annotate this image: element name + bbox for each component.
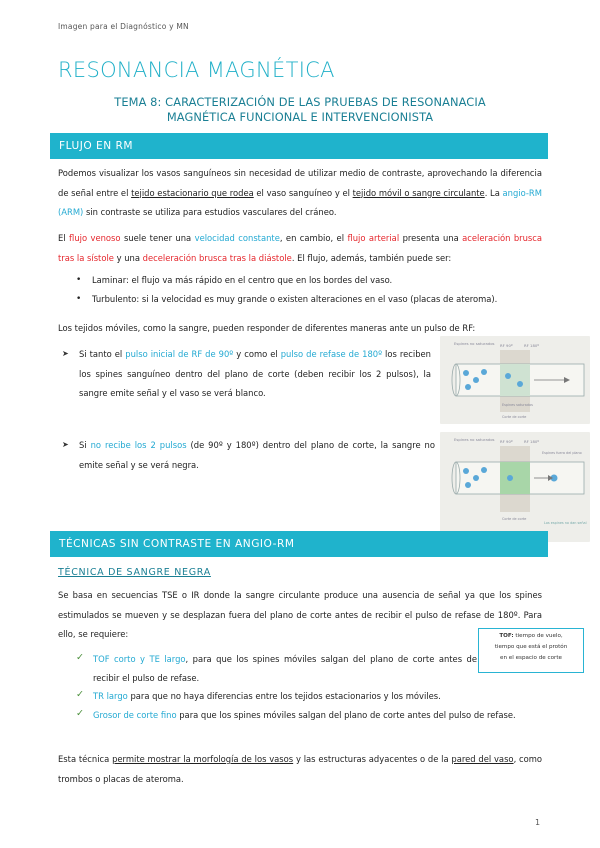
text: Si tanto el (79, 349, 126, 359)
highlighted-term: pulso inicial de RF de 90º (125, 349, 234, 359)
paragraph-rf-response: Los tejidos móviles, como la sangre, pueden responder de diferentes maneras ante un pulso de RF: (58, 323, 476, 333)
highlighted-term: TR largo (93, 691, 128, 701)
text: para que los spines móviles salgan del plano de corte antes del pulso de refase. (176, 710, 516, 720)
check-item (93, 706, 542, 725)
figure-label: RF 180º (524, 439, 540, 444)
figure-label: Espines no saturados (454, 437, 495, 442)
spin-dot (463, 370, 469, 376)
text: suele tener una (120, 233, 195, 243)
spin-dot (517, 381, 523, 387)
note-line: tiempo que está el protón (494, 644, 568, 650)
figure-label: Espines saturados (502, 403, 533, 407)
flow-diagram-svg (440, 432, 590, 542)
text: (de 90º y 180º) dentro del plano de corte, la sangre no emite señal y se verá negra. (79, 440, 435, 470)
text: los reciben los spines sanguíneo dentro del plano de corte (deben recibir los 2 pulsos), la sangre emite señal y el vaso se verá blanco. (79, 349, 431, 398)
spin-dot (473, 475, 479, 481)
list-item: Laminar: el flujo va más rápido en el centro que en los bordes del vaso. (92, 275, 393, 285)
flow-diagram-image-1 (440, 336, 590, 424)
red-term: aceleración brusca tras la sístole (58, 233, 543, 263)
highlighted-term: Grosor de corte fino (93, 710, 177, 720)
paragraph-morphology (58, 750, 542, 789)
figure-label: RF 180º (524, 343, 540, 348)
highlighted-term: no recibe los 2 pulsos (90, 440, 187, 450)
slice-in-vessel (500, 462, 530, 494)
spin-dot (507, 475, 513, 481)
spin-dot (465, 482, 471, 488)
text: Si (79, 440, 91, 450)
page-number: 1 (535, 818, 541, 827)
underlined-term: tejido estacionario que rodea (131, 187, 254, 198)
underlined-term: pared del vaso (451, 754, 514, 764)
check-item (93, 687, 548, 706)
red-term: flujo arterial (347, 233, 400, 243)
red-term: flujo venoso (69, 233, 121, 243)
spin-dot (505, 373, 511, 379)
figure-label: Corte de corte (502, 517, 527, 521)
text: Esta técnica (58, 754, 113, 764)
text: y una (113, 252, 143, 263)
document-header: Imagen para el Diagnóstico y MN (58, 22, 189, 31)
spin-dot (481, 467, 487, 473)
page-subtitle (58, 95, 542, 124)
subtitle-line-2: MAGNÉTICA FUNCIONAL E INTERVENCIONISTA (166, 109, 434, 124)
note-line: en el espacio de corte (500, 655, 562, 661)
text: , para que los spines móviles salgan del plano de corte antes de recibir el pulso de refase. (93, 654, 478, 683)
highlighted-term: TOF corto y TE largo (93, 654, 186, 664)
arrow-bullet-icon: ➤ (62, 440, 69, 449)
check-icon: ✓ (76, 652, 84, 663)
figure-label: Corte de corte (502, 415, 527, 419)
section-heading-flujo: FLUJO EN RM (50, 133, 548, 159)
figure-label: RF 90º (500, 343, 513, 348)
spin-dot (465, 384, 471, 390)
arrow-bullet-icon: ➤ (62, 349, 69, 358)
check-item (93, 650, 477, 687)
subtitle-line-1: TEMA 8: CARACTERIZACIÓN DE LAS PRUEBAS DE RESONANACIA (114, 95, 486, 109)
slice-in-vessel (500, 364, 530, 396)
bullet-icon: • (76, 294, 82, 304)
text: para que no haya diferencias entre los tejidos estacionarios y los móviles. (127, 691, 441, 701)
subheading-sangre-negra: TÉCNICA DE SANGRE NEGRA (58, 567, 211, 578)
list-item: Turbulento: si la velocidad es muy grande o existen alteraciones en el vaso (placas de ateroma). (92, 294, 498, 304)
paragraph-black-blood: Se basa en secuencias TSE o IR donde la sangre circulante produce una ausencia de señal ya que los spines estimulados se mueven y se desplazan fuera del plano de corte antes de recibir el pulso de refase de 180º. Para ello, se requiere: (58, 590, 542, 639)
figure-label: RF 90º (500, 439, 513, 444)
text: Podemos visualizar los vasos sanguíneos sin necesidad de utilizar medio de contraste, aprovechando la diferencia de señal entre el (58, 168, 542, 198)
figure-label: Espines no saturados (454, 341, 495, 346)
text: el vaso sanguíneo y el (253, 187, 353, 198)
underlined-term: permite mostrar la morfología de los vasos (112, 754, 294, 764)
spin-dot (481, 369, 487, 375)
spin-dot (463, 468, 469, 474)
bullet-icon: • (76, 275, 82, 285)
text: sin contraste se utiliza para estudios vasculares del cráneo. (83, 207, 337, 217)
figure-label: Espines fuera del plano (542, 451, 582, 455)
tof-note-box (478, 628, 584, 673)
note-text: tiempo de vuelo, (513, 633, 563, 639)
page-title: RESONANCIA MAGNÉTICA (58, 58, 335, 82)
arrow-item-signal (79, 345, 431, 404)
text: presenta una (399, 233, 463, 243)
paragraph-intro (58, 164, 542, 223)
text: y como el (233, 349, 281, 359)
text: El (58, 233, 70, 243)
note-term: TOF: (499, 633, 514, 639)
red-term: deceleración brusca tras la diástole (142, 252, 292, 263)
flow-diagram-image-2 (440, 432, 590, 542)
flow-diagram-svg (440, 336, 590, 424)
highlighted-term: pulso de refase de 180º (280, 349, 383, 359)
text: , como trombos o placas de ateroma. (58, 754, 543, 784)
arrow-item-no-signal (79, 436, 435, 475)
text: , en cambio, el (279, 233, 348, 243)
figure-label: Los espines no dan señal (544, 521, 587, 525)
note-line (479, 631, 583, 642)
spin-dot (473, 377, 479, 383)
text: y las estructuras adyacentes o de la (293, 754, 452, 764)
text: . El flujo, además, también puede ser: (291, 252, 452, 263)
section-heading-tecnicas: TÉCNICAS SIN CONTRASTE EN ANGIO-RM (50, 531, 548, 557)
highlighted-term: velocidad constante (194, 233, 280, 243)
paragraph-flow-types (58, 229, 542, 268)
check-icon: ✓ (76, 689, 84, 700)
text: . La (484, 187, 503, 198)
highlighted-term: angio-RM (ARM) (58, 187, 542, 217)
check-icon: ✓ (76, 708, 84, 719)
underlined-term: tejido móvil o sangre circulante (352, 187, 485, 198)
